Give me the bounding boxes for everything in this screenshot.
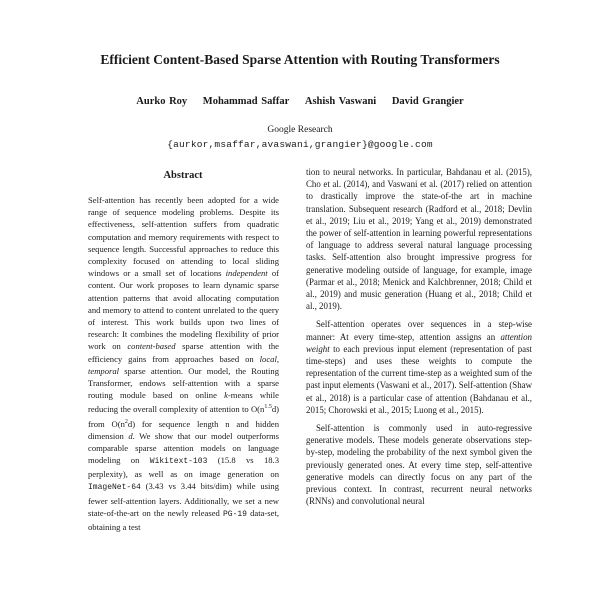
author-list: [0, 96, 600, 107]
abstract-text: Self-attention has recently been adopted for a wide range of sequence modeling problems. Despite its effectiveness, self-attention suffers from quadratic computation and memory requirements with respect to sequence length. Successful approaches to reduce this complexity focused on attending to local sliding windows or a small set of locations independent of content. Our work proposes to learn dynamic sparse attention patterns that avoid allocating computation and memory to attend to content unrelated to the query of interest. This work builds upon two lines of research: It combines the modeling flexibility of prior work on content-based sparse attention with the efficiency gains from approaches based on local, temporal sparse attention. Our model, the Routing Transformer, endows self-attention with a sparse routing module based on online k-means while reducing the overall complexity of attention to $O(n^{1.5}d)$ from $O(n^2d)$ for sequence length n and hidden dimension d. We show that our model outperforms comparable sparse attention models on language modeling on Wikitext-103 (15.8 vs 18.3 perplexity), as well as on image generation on ImageNet-64 (3.43 vs 3.44 bits/dim) while using fewer self-attention layers. Additionally, we set a new state-of-the-art on the newly released PG-19 data-set, obtaining a test: [88, 195, 280, 532]
author-name: Ashish Vaswani: [304, 96, 377, 107]
author-name: Mohammad Saffar: [202, 96, 290, 107]
body-paragraph: Self-attention operates over sequences in a step-wise manner: At every time-step, attention assigns an attention weight to each previous input element (representation of past time-steps) and uses these weights to compute the representation of the current time-step as a weighted sum of the past input elements (Vaswani et al., 2017). Self-attention (Shaw et al., 2018) is a particular case of attention (Bahdanau et al., 2015; Chorowski et al., 2015; Luong et al., 2015).: [306, 319, 533, 415]
paper-title: Efficient Content-Based Sparse Attention with Routing Transformers: [100, 52, 500, 67]
body-paragraph: tion to neural networks. In particular, Bahdanau et al. (2015), Cho et al. (2014), and Vaswani et al. (2017) relied on attention to drastically improve the state-of-the art in machine translation. Subsequent research (Radford et al., 2018; Devlin et al., 2019; Liu et al., 2019; Yang et al., 2019) demonstrated the power of self-attention in learning powerful representations of language to address several natural language processing tasks. Self-attention also brought impressive progress for generative modeling outside of language, for example, image (Parmar et al., 2018; Menick and Kalchbrenner, 2018; Child et al., 2019) and music generation (Huang et al., 2018; Child et al., 2019).: [306, 167, 532, 312]
abstract-heading: Abstract: [163, 170, 203, 181]
body-column: [306, 166, 532, 513]
affiliation: Google Research: [267, 125, 333, 135]
author-name: Aurko Roy: [136, 96, 188, 107]
author-emails: {aurkor,msaffar,avaswani,grangier}@google.com: [167, 139, 433, 150]
author-name: David Grangier: [391, 96, 464, 107]
body-paragraph: Self-attention is commonly used in auto-regressive generative models. These models generate observations step-by-step, modeling the probability of the next symbol given the previously generated ones. At every time step, self-attentive generative models can directly focus on any part of the previous context. In contrast, recurrent neural networks (RNNs) and convolutional neural: [306, 423, 532, 507]
